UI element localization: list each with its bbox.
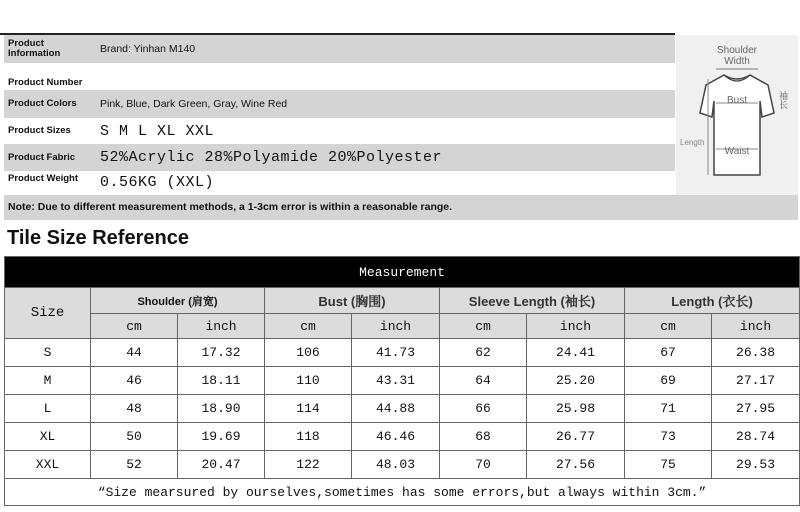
column-header-length: Length (衣长)	[625, 288, 800, 314]
info-row-fabric	[4, 144, 675, 171]
footer-note: “Size mearsured by ourselves,sometimes has some errors,but always within 3cm.”	[5, 479, 800, 506]
value-cell: 27.17	[712, 367, 800, 395]
size-table	[4, 256, 800, 506]
info-label: Product Information	[8, 38, 61, 59]
value-cell: 46.46	[352, 423, 440, 451]
footer-row	[5, 479, 800, 506]
size-cell: XL	[5, 423, 91, 451]
value-cell: 75	[625, 451, 712, 479]
tshirt-diagram	[676, 35, 798, 195]
diagram-label-length: Length	[680, 138, 705, 147]
size-cell: M	[5, 367, 91, 395]
diagram-label-shoulder: Shoulder	[716, 45, 758, 56]
value-cell: 48	[91, 395, 178, 423]
size-cell: XXL	[5, 451, 91, 479]
value-cell: 29.53	[712, 451, 800, 479]
info-value: 52%Acrylic 28%Polyamide 20%Polyester	[100, 149, 443, 166]
unit-cm: cm	[440, 314, 527, 339]
unit-inch: inch	[352, 314, 440, 339]
value-cell: 66	[440, 395, 527, 423]
size-reference-title: Tile Size Reference	[7, 227, 189, 249]
size-row	[5, 451, 800, 479]
value-cell: 71	[625, 395, 712, 423]
info-row-weight	[4, 171, 675, 193]
value-cell: 27.56	[527, 451, 625, 479]
unit-cm: cm	[265, 314, 352, 339]
diagram-label-width: Width	[724, 56, 750, 67]
value-cell: 106	[265, 339, 352, 367]
diagram-label-bust: Bust	[726, 95, 748, 106]
diagram-label-sleeve: 袖长	[777, 91, 787, 109]
unit-inch: inch	[178, 314, 265, 339]
column-header-row	[5, 288, 800, 314]
info-label: Product Colors	[8, 98, 77, 109]
size-header: Size	[5, 288, 91, 339]
value-cell: 118	[265, 423, 352, 451]
info-value: 0.56KG (XXL)	[100, 174, 215, 191]
value-cell: 28.74	[712, 423, 800, 451]
value-cell: 67	[625, 339, 712, 367]
size-cell: L	[5, 395, 91, 423]
value-cell: 73	[625, 423, 712, 451]
info-value: S M L XL XXL	[100, 122, 215, 140]
value-cell: 25.98	[527, 395, 625, 423]
info-row-brand	[4, 35, 675, 63]
unit-cm: cm	[625, 314, 712, 339]
value-cell: 114	[265, 395, 352, 423]
measurement-header-row	[5, 257, 800, 288]
value-cell: 43.31	[352, 367, 440, 395]
size-row	[5, 423, 800, 451]
value-cell: 25.20	[527, 367, 625, 395]
value-cell: 27.95	[712, 395, 800, 423]
value-cell: 18.11	[178, 367, 265, 395]
diagram-label-waist: Waist	[724, 146, 750, 157]
value-cell: 26.77	[527, 423, 625, 451]
value-cell: 64	[440, 367, 527, 395]
column-header-sleeve-length: Sleeve Length (袖长)	[440, 288, 625, 314]
info-label: Product Weight	[8, 173, 79, 184]
value-cell: 17.32	[178, 339, 265, 367]
value-cell: 110	[265, 367, 352, 395]
unit-inch: inch	[527, 314, 625, 339]
info-row-number	[4, 63, 675, 88]
value-cell: 68	[440, 423, 527, 451]
info-label: Product Fabric	[8, 151, 76, 163]
info-label: Product Number	[8, 77, 83, 88]
size-cell: S	[5, 339, 91, 367]
value-cell: 46	[91, 367, 178, 395]
value-cell: 48.03	[352, 451, 440, 479]
value-cell: 122	[265, 451, 352, 479]
value-cell: 62	[440, 339, 527, 367]
value-cell: 69	[625, 367, 712, 395]
value-cell: 19.69	[178, 423, 265, 451]
value-cell: 41.73	[352, 339, 440, 367]
info-label: Product Sizes	[8, 125, 71, 136]
value-cell: 44.88	[352, 395, 440, 423]
value-cell: 18.90	[178, 395, 265, 423]
value-cell: 70	[440, 451, 527, 479]
column-header-bust: Bust (胸围)	[265, 288, 440, 314]
value-cell: 20.47	[178, 451, 265, 479]
tshirt-icon	[676, 35, 798, 195]
info-value: Brand: Yinhan M140	[100, 43, 196, 55]
info-value: Pink, Blue, Dark Green, Gray, Wine Red	[100, 98, 288, 110]
size-row	[5, 367, 800, 395]
value-cell: 24.41	[527, 339, 625, 367]
info-row-sizes	[4, 118, 675, 144]
value-cell: 52	[91, 451, 178, 479]
unit-inch: inch	[712, 314, 800, 339]
value-cell: 44	[91, 339, 178, 367]
measurement-note: Note: Due to different measurement methods, a 1-3cm error is within a reasonable range.	[4, 195, 798, 220]
info-row-colors	[4, 90, 675, 118]
unit-cm: cm	[91, 314, 178, 339]
measurement-header: Measurement	[5, 257, 800, 288]
column-header-shoulder: Shoulder (肩宽)	[91, 288, 265, 314]
size-rows	[5, 339, 800, 479]
product-info-panel	[4, 35, 675, 193]
unit-row	[5, 314, 800, 339]
size-row	[5, 395, 800, 423]
value-cell: 50	[91, 423, 178, 451]
value-cell: 26.38	[712, 339, 800, 367]
size-row	[5, 339, 800, 367]
